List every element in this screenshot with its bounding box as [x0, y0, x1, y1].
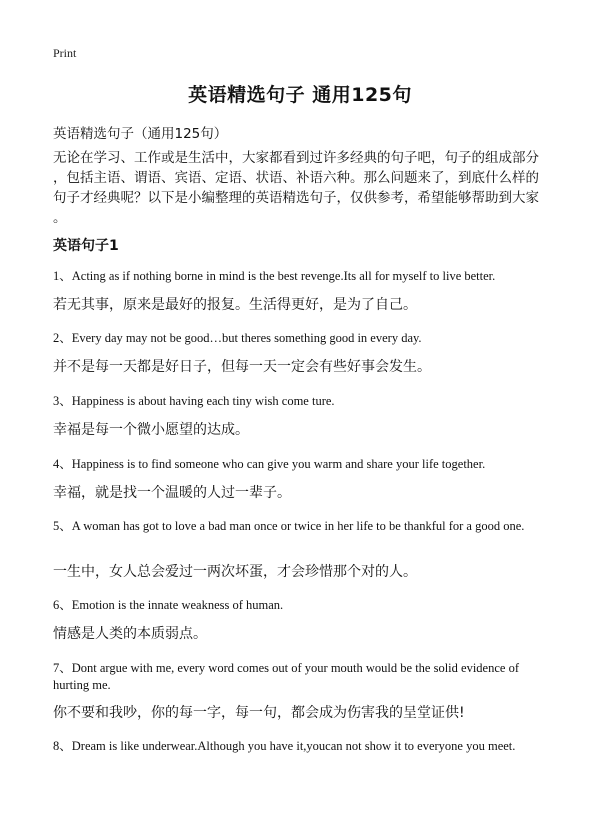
- sentence-english: 7、Dont argue with me, every word comes out of your mouth would be the solid evidence of hurting me.: [53, 661, 519, 692]
- document-title: 英语精选句子 通用125句: [188, 84, 412, 106]
- sentence-chinese: 情感是人类的本质弱点。: [53, 626, 207, 642]
- sentence-english: 4、Happiness is to find someone who can give you warm and share your life together.: [53, 457, 486, 471]
- intro-paragraph: [53, 148, 553, 228]
- sentence-chinese: 若无其事，原来是最好的报复。生活得更好，是为了自己。: [53, 297, 417, 313]
- sentence-english: 2、Every day may not be good…but theres something good in every day.: [53, 331, 422, 345]
- section-heading: 英语句子1: [53, 238, 119, 254]
- sentence-english: 3、Happiness is about having each tiny wish come ture.: [53, 394, 335, 408]
- document-subtitle: 英语精选句子（通用125句）: [53, 126, 228, 142]
- intro-line: 。: [53, 210, 67, 226]
- sentence-chinese: 并不是每一天都是好日子，但每一天一定会有些好事会发生。: [53, 359, 431, 375]
- sentence-english: 5、A woman has got to love a bad man once or twice in her life to be thankful for a good one.: [53, 519, 525, 533]
- sentence-chinese: 幸福是每一个微小愿望的达成。: [53, 422, 249, 438]
- sentence-english: 6、Emotion is the innate weakness of human.: [53, 598, 284, 612]
- sentence-english: 8、Dream is like underwear.Although you have it,youcan not show it to everyone you meet.: [53, 739, 516, 753]
- sentence-english: 1、Acting as if nothing borne in mind is the best revenge.Its all for myself to live better.: [53, 269, 496, 283]
- sentence-chinese: 幸福，就是找一个温暖的人过一辈子。: [53, 485, 291, 501]
- print-label: Print: [53, 46, 77, 60]
- sentence-chinese: 一生中，女人总会爱过一两次坏蛋，才会珍惜那个对的人。: [53, 564, 417, 580]
- sentence-chinese: 你不要和我吵，你的每一字，每一句，都会成为伤害我的呈堂证供!: [53, 705, 465, 721]
- intro-line: ，包括主语、谓语、宾语、定语、状语、补语六种。那么问题来了，到底什么样的: [53, 170, 539, 186]
- intro-line: 无论在学习、工作或是生活中，大家都看到过许多经典的句子吧，句子的组成部分: [53, 150, 539, 166]
- intro-line: 句子才经典呢？以下是小编整理的英语精选句子，仅供参考，希望能够帮助到大家: [53, 190, 539, 206]
